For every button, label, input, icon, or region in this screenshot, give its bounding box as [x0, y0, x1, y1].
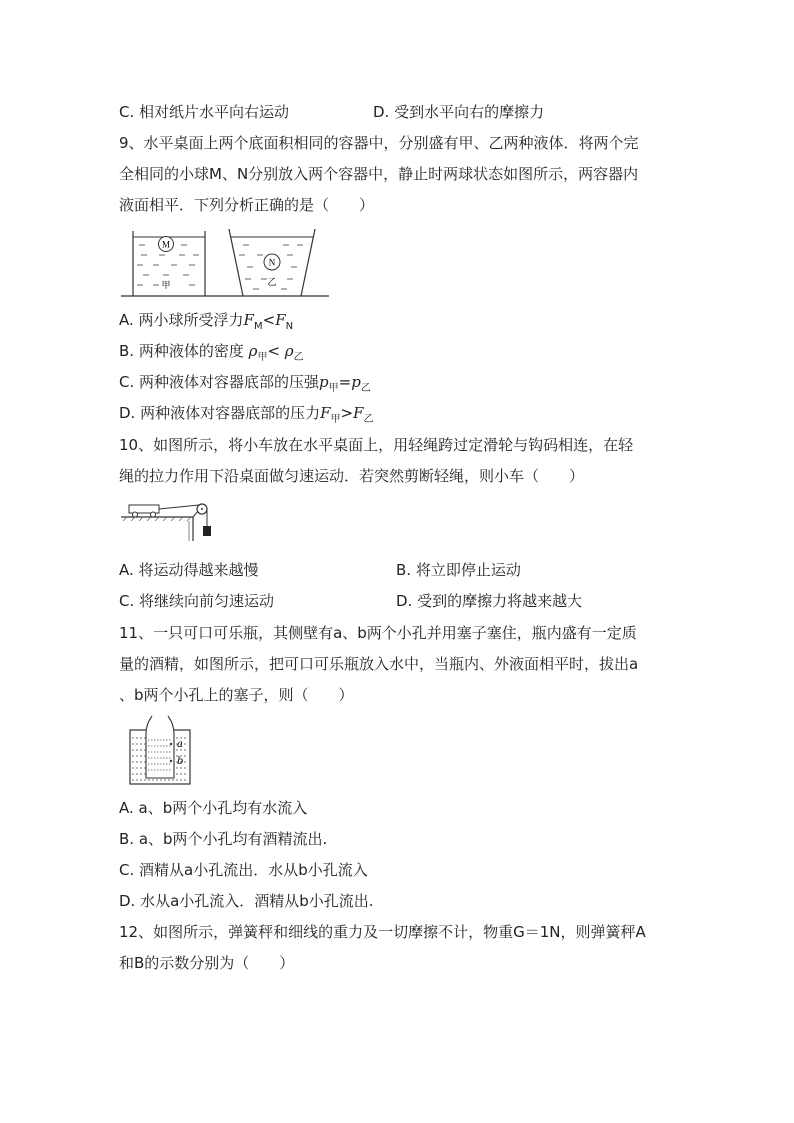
q9-stem-line-1: 9、水平桌面上两个底面积相同的容器中，分别盛有甲、乙两种液体．将两个完 [119, 134, 639, 152]
hole-b-label: b [177, 756, 184, 767]
q10-option-d: D. 受到的摩擦力将越来越大 [396, 592, 583, 610]
q9-option-a: A. 两小球所受浮力$F_M<F_N$ [119, 311, 294, 332]
q8-option-d: D. 受到水平向右的摩擦力 [373, 103, 545, 121]
q11-option-b: B. a、b两个小孔均有酒精流出. [119, 830, 328, 848]
q11-option-d: D. 水从a小孔流入．酒精从b小孔流出. [119, 892, 374, 910]
q9-containers-figure [119, 225, 331, 300]
ball-m-label: M [161, 239, 171, 250]
q11-stem-line-1: 11、一只可口可乐瓶，其侧壁有a、b两个小孔并用塞子塞住，瓶内盛有一定质 [119, 624, 637, 642]
hole-a-label: a [177, 739, 183, 750]
q10-option-c: C. 将继续向前匀速运动 [119, 592, 275, 610]
liquid-yi-label: 乙 [267, 278, 277, 288]
q9-option-d: D. 两种液体对容器底部的压力$F_甲>F_乙$ [119, 404, 374, 425]
q9-option-b: B. 两种液体的密度 $\rho_甲< \rho_乙$ [119, 342, 304, 363]
q10-stem-line-1: 10、如图所示，将小车放在水平桌面上，用轻绳跨过定滑轮与钩码相连，在轻 [119, 436, 634, 454]
q9-stem-line-2: 全相同的小球M、N分别放入两个容器中，静止时两球状态如图所示，两容器内 [119, 165, 639, 183]
q10-option-a: A. 将运动得越来越慢 [119, 561, 259, 579]
q12-stem-line-2: 和B的示数分别为（ ） [119, 954, 295, 972]
q10-option-b: B. 将立即停止运动 [396, 561, 521, 579]
q10-stem-line-2: 绳的拉力作用下沿桌面做匀速运动．若突然剪断轻绳，则小车（ ） [119, 467, 585, 485]
q9-stem-line-3: 液面相平．下列分析正确的是（ ） [119, 196, 375, 214]
q8-option-c: C. 相对纸片水平向右运动 [119, 103, 290, 121]
q12-stem-line-1: 12、如图所示，弹簧秤和细线的重力及一切摩擦不计，物重G＝1N，则弹簧秤A [119, 923, 646, 941]
q11-stem-line-3: 、b两个小孔上的塞子，则（ ） [119, 686, 354, 704]
liquid-jia-label: 甲 [161, 281, 171, 291]
q11-bottle-figure [124, 714, 196, 788]
q10-cart-pulley-figure [119, 493, 223, 543]
ball-n-label: N [268, 257, 276, 268]
q11-stem-line-2: 量的酒精，如图所示，把可口可乐瓶放入水中，当瓶内、外液面相平时，拔出a [119, 655, 639, 673]
q11-option-a: A. a、b两个小孔均有水流入 [119, 799, 308, 817]
q11-option-c: C. 酒精从a小孔流出．水从b小孔流入 [119, 861, 368, 879]
q9-option-c: C. 两种液体对容器底部的压强$p_甲=p_乙$ [119, 373, 371, 394]
